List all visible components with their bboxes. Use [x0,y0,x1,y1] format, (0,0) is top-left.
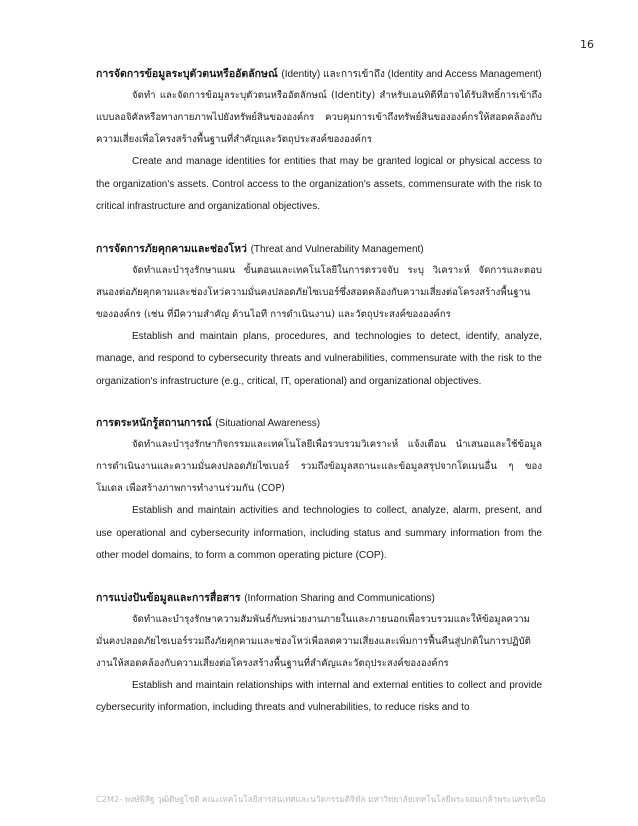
section-heading [96,413,542,434]
section-body-thai: จัดทำ และจัดการข้อมูลระบุตัวตนหรืออัตลักษณ์ (Identity) สำหรับเอนทิตีที่อาจได้รับสิทธิ์การเข้าถึงแบบลอจิคัลหรือทางกายภาพไปยังทรัพย์สินขององค์กร ควบคุมการเข้าถึงทรัพย์สินขององค์กรให้สอดคล้องกับความเสี่ยงเพื่อโครงสร้างพื้นฐานที่สำคัญและวัตถุประสงค์ขององค์กร [96,90,542,145]
section-heading [96,239,542,260]
section-heading-english: (Identity) และการเข้าถึง (Identity and Access Management) [281,69,542,80]
section-information-sharing [96,588,542,720]
section-body-thai: จัดทำและบำรุงรักษาความสัมพันธ์กับหน่วยงานภายในและภายนอกเพื่อรวบรวมและให้ข้อมูลความมั่นคงปลอดภัยไซเบอร์รวมถึงภัยคุกคามและช่องโหว่เพื่อลดความเสี่ยงและเพิ่มการฟื้นคืนสู่ปกติในการปฏิบัติงานให้สอดคล้องกับความเสี่ยงต่อโครงสร้างพื้นฐานที่สำคัญและวัตถุประสงค์ขององค์กร [96,613,531,669]
section-identity-access [96,64,542,219]
section-heading-thai: การแบ่งปันข้อมูลและการสื่อสาร [96,591,241,604]
section-heading-thai: การจัดการข้อมูลระบุตัวตนหรืออัตลักษณ์ [96,68,278,80]
section-body-english: Establish and maintain relationships with internal and external entities to collect and provide cybersecurity information, including threats and vulnerabilities, to reduce risks and to [96,679,542,713]
section-situational-awareness [96,413,542,568]
section-heading-thai: การจัดการภัยคุกคามและช่องโหว่ [96,242,247,255]
section-body-thai: จัดทำและบำรุงรักษากิจกรรมและเทคโนโลยีเพื่อรวบรวมวิเคราะห์ แจ้งเตือน นำเสนอและใช้ข้อมูลการดำเนินงานและความมั่นคงปลอดภัยไซเบอร์ รวมถึงข้อมูลสถานะและข้อมูลสรุปจากโดเมนอื่น ๆ ของโมเดล เพื่อสร้างภาพการทำงานร่วมกัน (COP) [96,439,542,494]
section-body-english: Establish and maintain plans, procedures, and technologies to detect, identify, analyze, manage, and respond to cybersecurity threats and vulnerabilities, commensurate with the risk to the organization's infrastructure (e.g., critical, IT, operational) and organizational objectives. [96,330,542,387]
section-heading-english: (Situational Awareness) [215,418,321,429]
section-body-english: Establish and maintain activities and technologies to collect, analyze, alarm, present, and use operational and cybersecurity information, including status and summary information from the other model domains, to form a common operating picture (COP). [96,505,542,561]
section-body-english: Create and manage identities for entities that may be granted logical or physical access to the organization's assets. Control access to the organization's assets, commensurate with the risk to critical infrastructure and organizational objectives. [96,156,542,212]
document-body [96,64,542,740]
section-heading [96,588,542,609]
section-heading-english: (Information Sharing and Communications) [244,592,435,604]
page-number: 16 [580,38,594,51]
section-threat-vulnerability [96,239,542,394]
section-heading-thai: การตระหนักรู้สถานการณ์ [96,417,212,429]
section-body-thai: จัดทำและบำรุงรักษาแผน ขั้นตอนและเทคโนโลยีในการตรวจจับ ระบุ วิเคราะห์ จัดการและตอบสนองต่อภัยคุกคามและช่องโหว่ความมั่นคงปลอดภัยไซเบอร์ซึ่งสอดคล้องกับความเสี่ยงต่อโครงสร้างพื้นฐานขององค์กร (เช่น ที่มีความสำคัญ ด้านไอที การดำเนินงาน) และวัตถุประสงค์ขององค์กร [96,264,542,320]
section-heading-english: (Threat and Vulnerability Management) [250,243,424,255]
section-heading [96,64,542,85]
page-footer: C2M2- พงษ์พิสิฐ วุฒิดิษฐโชติ คณะเทคโนโลยีสารสนเทศและนวัตกรรมดิจิทัล มหาวิทยาลัยเทคโนโลยีพระจอมเกล้าพระนครเหนือ [96,794,546,804]
